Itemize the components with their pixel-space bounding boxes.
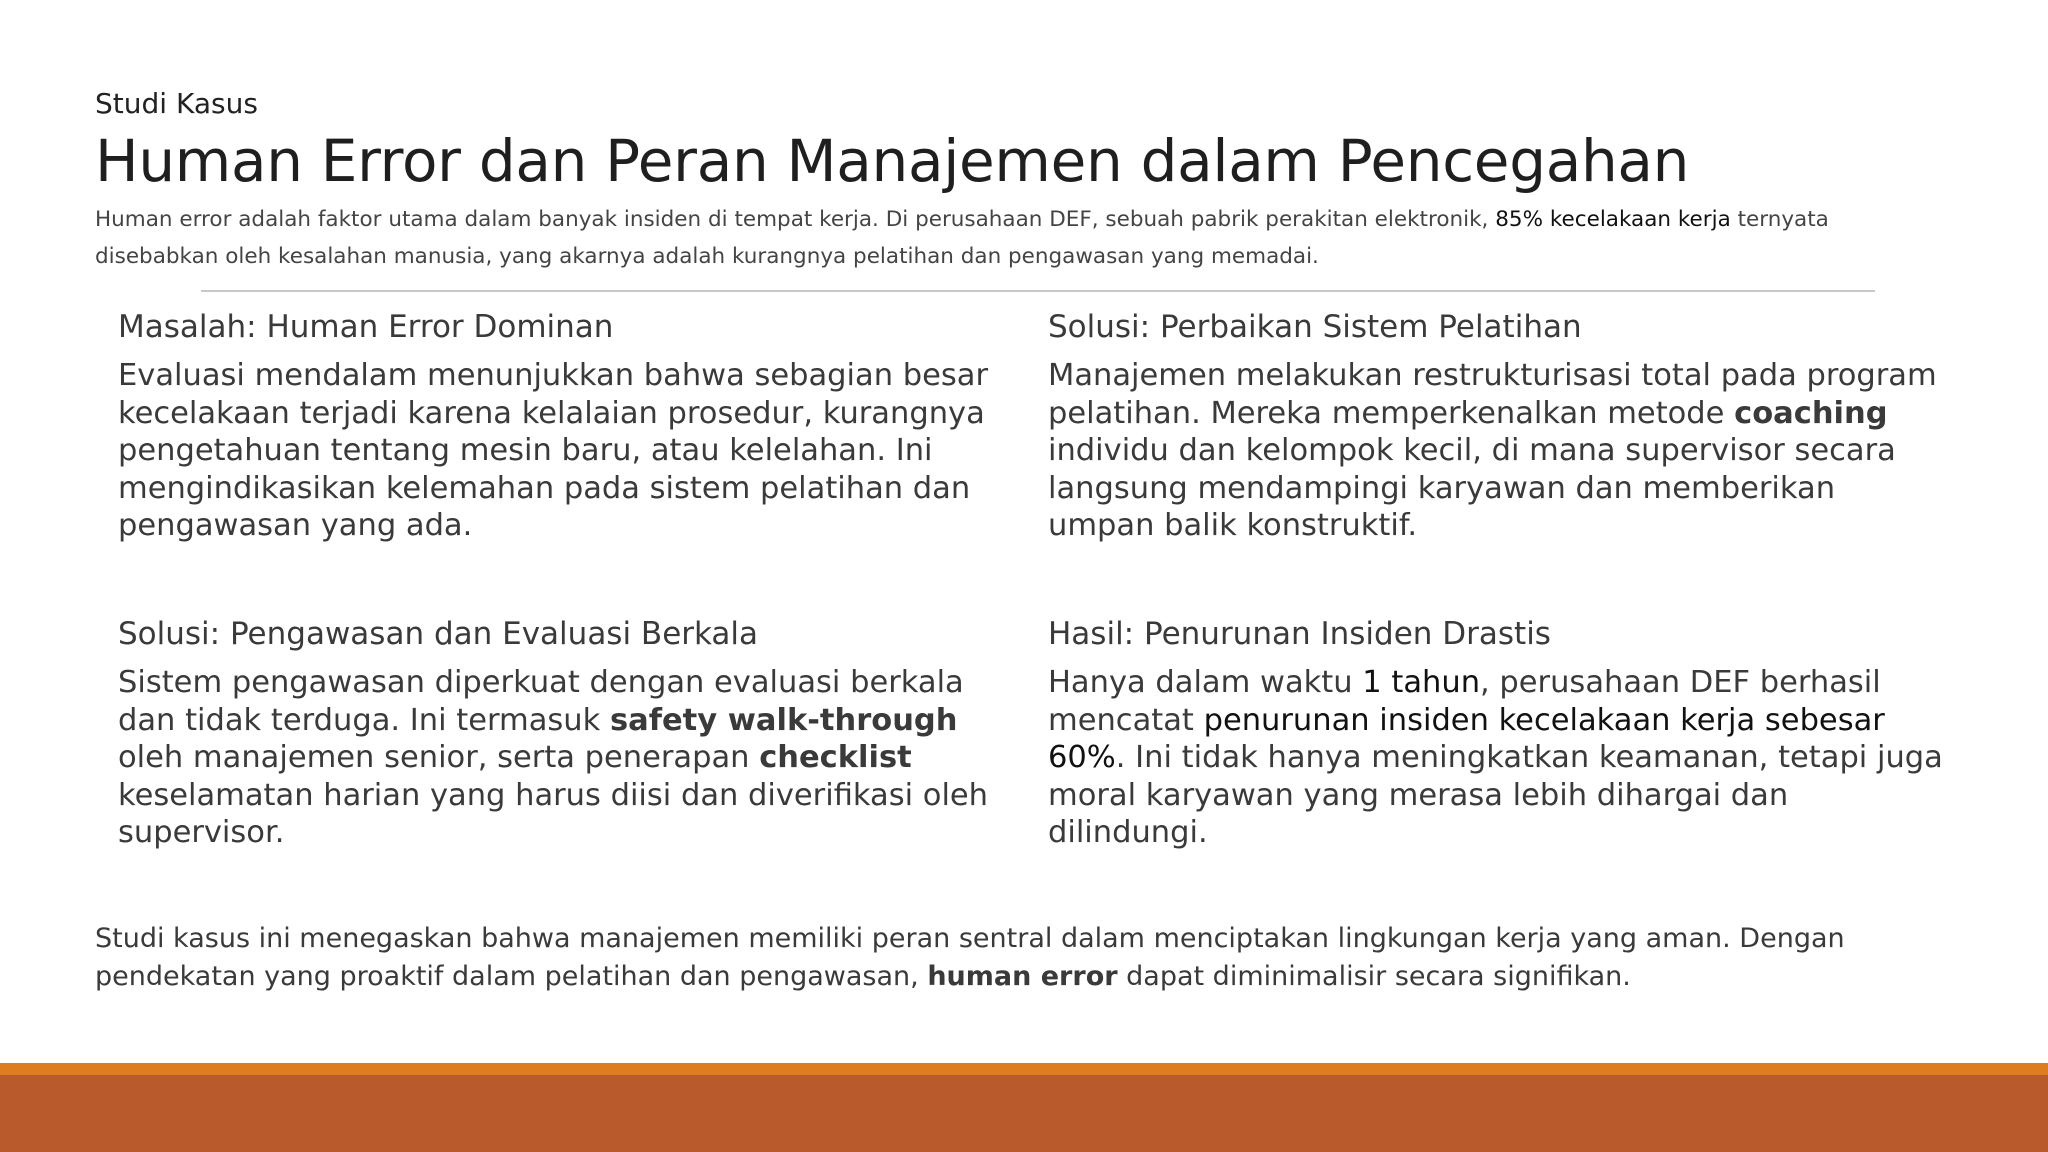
- card-heading: Solusi: Perbaikan Sistem Pelatihan: [1048, 309, 1582, 345]
- card-body: [1048, 357, 1948, 545]
- section-divider: [201, 290, 1875, 292]
- card-bold-term: coaching: [1734, 395, 1888, 431]
- card-text: individu dan kelompok kecil, di mana supervisor secara langsung mendampingi karyawan dan memberikan umpan balik konstruktif.: [1048, 433, 1896, 543]
- card-bold-term: safety walk-through: [609, 702, 958, 738]
- intro-text: Human error adalah faktor utama dalam banyak insiden di tempat kerja. Di perusahaan DEF, sebuah pabrik perakitan elektronik,: [95, 207, 1496, 232]
- card-text: . Ini tidak hanya meningkatkan keamanan, tetapi juga moral karyawan yang merasa lebih dihargai dan dilindungi.: [1048, 740, 1943, 850]
- card-body: [1048, 664, 1948, 852]
- intro-text-end: ternyata disebabkan oleh kesalahan manusia, yang akarnya adalah kurangnya pelatihan dan pengawasan yang memadai.: [95, 207, 1829, 269]
- card-bold-term: checklist: [759, 740, 912, 775]
- card-heading: Hasil: Penurunan Insiden Drastis: [1048, 616, 1551, 652]
- card-highlight: penurunan insiden kecelakaan kerja sebesar 60%: [1048, 702, 1885, 775]
- card-text: , perusahaan DEF berhasil mencatat: [1048, 665, 1881, 738]
- footer-accent-stripe: [0, 1063, 2048, 1075]
- card-text: keselamatan harian yang harus diisi dan diverifikasi oleh supervisor.: [118, 777, 989, 850]
- intro-highlight: 85% kecelakaan kerja: [1495, 207, 1731, 232]
- card-problem: [118, 307, 1018, 545]
- conclusion-text: Studi kasus ini menegaskan bahwa manajemen memiliki peran sentral dalam menciptakan lingkungan kerja yang aman. Dengan pendekatan yang proaktif dalam pelatihan dan pengawasan,: [95, 923, 1845, 992]
- footer-band: [0, 1075, 2048, 1152]
- card-text: Hanya dalam waktu: [1048, 665, 1363, 700]
- conclusion-bold-term: human error: [927, 961, 1118, 992]
- card-text: oleh manajemen senior, serta penerapan: [118, 740, 760, 775]
- card-heading: Masalah: Human Error Dominan: [118, 309, 614, 345]
- card-highlight: 1 tahun: [1362, 665, 1481, 700]
- conclusion-paragraph: [95, 920, 1915, 996]
- card-result: [1048, 614, 1948, 852]
- card-body: Evaluasi mendalam menunjukkan bahwa sebagian besar kecelakaan terjadi karena kelalaian prosedur, kurangnya pengetahuan tentang mesin baru, atau kelelahan. Ini mengindikasikan kelemahan pada sistem pelatihan dan pengawasan yang ada.: [118, 358, 988, 543]
- card-text: Manajemen melakukan restrukturisasi total pada program pelatihan. Mereka memperkenalkan metode: [1048, 358, 1937, 431]
- card-training-solution: [1048, 307, 1948, 545]
- conclusion-text-end: dapat diminimalisir secara signifikan.: [1117, 961, 1631, 992]
- intro-paragraph: [95, 201, 1895, 275]
- page-title: Human Error dan Peran Manajemen dalam Pencegahan: [95, 127, 1690, 195]
- eyebrow-label: Studi Kasus: [95, 87, 258, 120]
- card-body: [118, 664, 1018, 852]
- card-heading: Solusi: Pengawasan dan Evaluasi Berkala: [118, 616, 759, 652]
- card-supervision-solution: [118, 614, 1018, 852]
- card-text: Sistem pengawasan diperkuat dengan evaluasi berkala dan tidak terduga. Ini termasuk: [118, 665, 964, 738]
